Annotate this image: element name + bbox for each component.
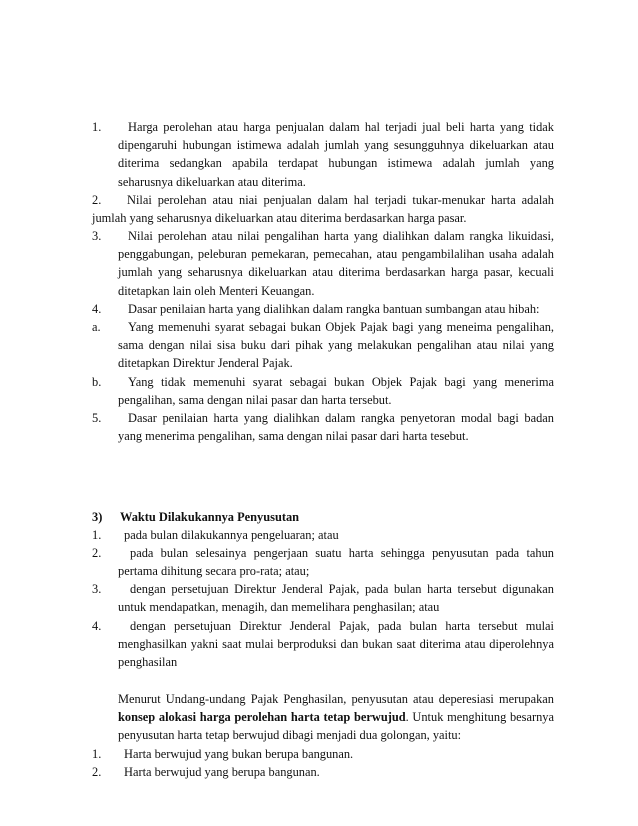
list-text: Harta berwujud yang berupa bangunan. xyxy=(124,765,320,779)
section-title: Waktu Dilakukannya Penyusutan xyxy=(120,510,300,524)
list-text: Dasar penilaian harta yang dialihkan dalam rangka penyetoran modal bagi badan yang menerima pengalihan, sama dengan nilai pasar dari harta tesebut. xyxy=(118,411,554,444)
list-item xyxy=(92,300,554,318)
list-item xyxy=(92,227,554,300)
paragraph-text: Menurut Undang-undang Pajak Penghasilan, penyusutan atau deperesiasi merupakan xyxy=(118,692,554,706)
list-text: dengan persetujuan Direktur Jenderal Pajak, pada bulan harta tersebut mulai menghasilkan yakni saat mulai berproduksi dan bukan saat diterima atau diperolehnya penghasilan xyxy=(118,619,554,670)
list-item xyxy=(92,373,554,409)
paragraph-text-end: . Untuk menghitung besarnya penyusutan harta tetap berwujud dibagi menjadi dua golongan, yaitu: xyxy=(118,710,554,743)
list-number: 1. xyxy=(92,528,102,542)
paragraph xyxy=(118,690,554,745)
section-number: 3) xyxy=(92,510,103,524)
list-item xyxy=(92,745,554,763)
list-item xyxy=(92,526,554,544)
list-text: Harga perolehan atau harga penjualan dalam hal terjadi jual beli harta yang tidak dipengaruhi hubungan istimewa adalah jumlah yang sesungguhnya dikeluarkan atau diterima sedangkan apabila terdapat hubungan istimewa adalah jumlah yang seharusnya dikeluarkan atau diterima. xyxy=(118,120,554,189)
list-text: Yang tidak memenuhi syarat sebagai bukan Objek Pajak bagi yang menerima pengalihan, sama dengan nilai pasar dan harta tersebut. xyxy=(118,375,554,408)
list-text: Nilai perolehan atau nilai pengalihan harta yang dialihkan dalam rangka likuidasi, penggabungan, peleburan pemekaran, pemecahan, atau pengambilalihan usaha adalah jumlah yang seharusnya dikeluarkan atau diterima berdasarkan harga pasar, kecuali ditetapkan lain oleh Menteri Keuangan. xyxy=(118,229,554,298)
section-heading xyxy=(92,508,554,526)
list-text: Dasar penilaian harta yang dialihkan dalam rangka bantuan sumbangan atau hibah: xyxy=(128,302,540,316)
list-number: 1. xyxy=(92,747,102,761)
list-item xyxy=(92,763,554,781)
list-number: 3. xyxy=(92,582,102,596)
list-item xyxy=(92,580,554,616)
list-number: 5. xyxy=(92,411,102,425)
list-item xyxy=(92,118,554,191)
list-number: 2. xyxy=(92,765,102,779)
list-number: 3. xyxy=(92,229,102,243)
list-item xyxy=(92,617,554,672)
list-text: Yang memenuhi syarat sebagai bukan Objek Pajak bagi yang meneima pengalihan, sama dengan nilai sisa buku dari pihak yang melakukan pengalihan atau nilai yang ditetapkan Direktur Jenderal Pajak. xyxy=(118,320,554,371)
list-item xyxy=(92,191,554,227)
list-item xyxy=(92,544,554,580)
list-number: 2. xyxy=(92,546,102,560)
list-number: 4. xyxy=(92,619,102,633)
list-number: 4. xyxy=(92,302,102,316)
list-text: dengan persetujuan Direktur Jenderal Pajak, pada bulan harta tersebut digunakan untuk mendapatkan, menagih, dan memelihara penghasilan; atau xyxy=(118,582,554,615)
list-number: b. xyxy=(92,375,102,389)
list-item xyxy=(92,409,554,445)
list-text: Harta berwujud yang bukan berupa bangunan. xyxy=(124,747,354,761)
list-text: Nilai perolehan atau niai penjualan dalam hal terjadi tukar-menukar harta adalah jumlah yang seharusnya dikeluarkan atau diterima berdasarkan harga pasar. xyxy=(92,193,554,226)
list-text: pada bulan dilakukannya pengeluaran; atau xyxy=(124,528,339,542)
paragraph-bold: konsep alokasi harga perolehan harta tetap berwujud xyxy=(118,710,406,725)
list-number: 2. xyxy=(92,193,102,207)
list-item xyxy=(92,318,554,373)
list-text: pada bulan selesainya pengerjaan suatu harta sehingga penyusutan pada tahun pertama dihitung secara pro-rata; atau; xyxy=(118,546,554,579)
list-number: 1. xyxy=(92,120,102,134)
list-number: a. xyxy=(92,320,101,334)
